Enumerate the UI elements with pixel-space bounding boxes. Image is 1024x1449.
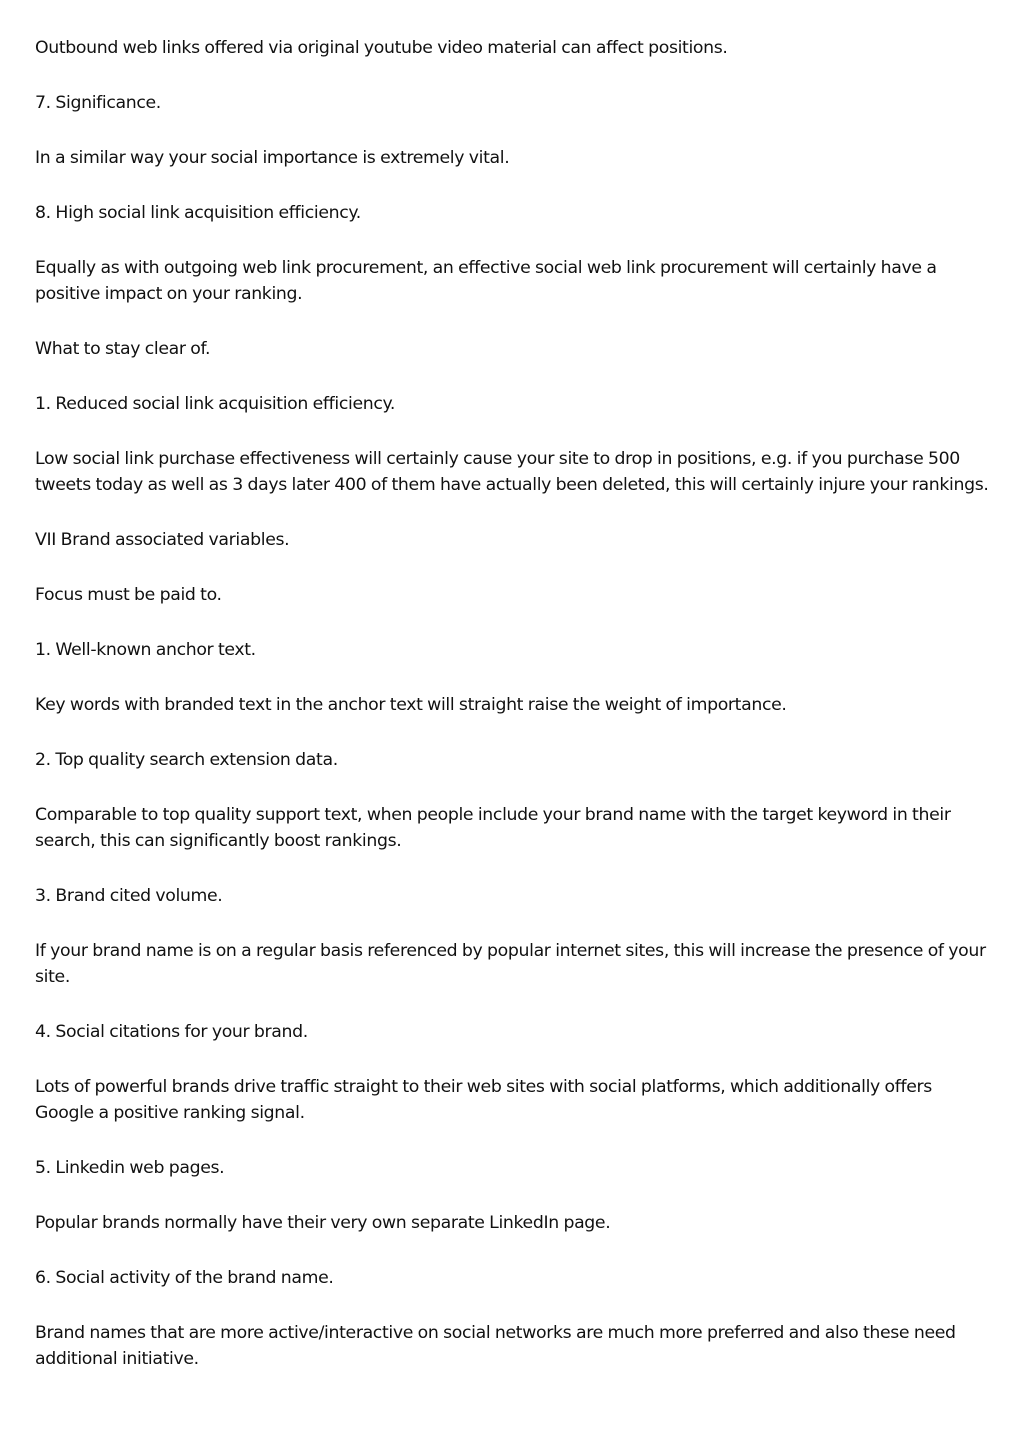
- heading-linkedin-pages: 5. Linkedin web pages.: [35, 1158, 225, 1178]
- heading-focus: Focus must be paid to.: [35, 585, 222, 605]
- heading-social-citations: 4. Social citations for your brand.: [35, 1022, 308, 1042]
- paragraph-linkedin: Popular brands normally have their very own separate LinkedIn page.: [35, 1213, 611, 1233]
- paragraph-social-importance: In a similar way your social importance is extremely vital.: [35, 148, 510, 168]
- paragraph-brand-referenced: If your brand name is on a regular basis referenced by popular internet sites, this will increase the presence of your site.: [35, 941, 986, 987]
- paragraph-powerful-brands: Lots of powerful brands drive traffic straight to their web sites with social platforms, which additionally offers Google a positive ranking signal.: [35, 1077, 932, 1123]
- heading-brand-cited-volume: 3. Brand cited volume.: [35, 886, 223, 906]
- heading-social-activity: 6. Social activity of the brand name.: [35, 1268, 334, 1288]
- heading-what-to-avoid: What to stay clear of.: [35, 339, 211, 359]
- paragraph-branded-anchor-text: Key words with branded text in the anchor text will straight raise the weight of importance.: [35, 695, 787, 715]
- paragraph-social-link-procurement: Equally as with outgoing web link procurement, an effective social web link procurement will certainly have a positive impact on your ranking.: [35, 258, 937, 304]
- paragraph-active-brands: Brand names that are more active/interactive on social networks are much more preferred and also these need additional initiative.: [35, 1323, 956, 1369]
- section-heading-brand-variables: VII Brand associated variables.: [35, 530, 290, 550]
- paragraph-outbound-links: Outbound web links offered via original youtube video material can affect positions.: [35, 38, 728, 58]
- paragraph-search-extension: Comparable to top quality support text, when people include your brand name with the target keyword in their search, this can significantly boost rankings.: [35, 805, 951, 851]
- document-body: [35, 35, 995, 1401]
- heading-well-known-anchor-text: 1. Well-known anchor text.: [35, 640, 256, 660]
- paragraph-low-social-link-effectiveness: Low social link purchase effectiveness will certainly cause your site to drop in positions, e.g. if you purchase 500 tweets today as well as 3 days later 400 of them have actually been deleted, this will certainly injure your rankings.: [35, 449, 989, 495]
- heading-search-extension-data: 2. Top quality search extension data.: [35, 750, 338, 770]
- heading-reduced-social-link-efficiency: 1. Reduced social link acquisition efficiency.: [35, 394, 396, 414]
- heading-significance: 7. Significance.: [35, 93, 161, 113]
- heading-high-social-link-efficiency: 8. High social link acquisition efficiency.: [35, 203, 361, 223]
